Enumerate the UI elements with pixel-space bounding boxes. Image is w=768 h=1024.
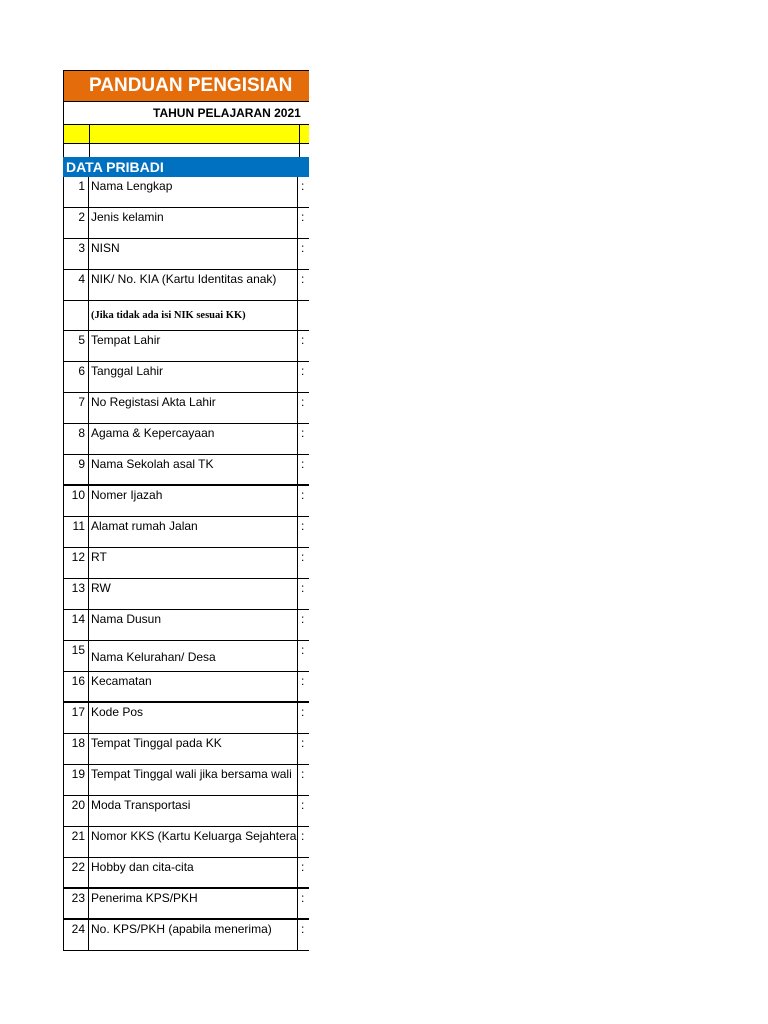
row-number: 12 xyxy=(64,548,89,578)
table-row xyxy=(63,301,309,331)
row-number: 4 xyxy=(64,270,89,300)
field-label: Tempat Tinggal pada KK xyxy=(89,734,298,764)
table-row xyxy=(63,424,309,455)
table-row xyxy=(63,672,309,703)
table-row xyxy=(63,858,309,889)
cell[interactable] xyxy=(90,144,300,157)
input-cell[interactable]: : xyxy=(301,333,305,347)
row-number: 13 xyxy=(64,579,89,609)
row-number: 6 xyxy=(64,362,89,392)
field-label: Jenis kelamin xyxy=(89,208,298,238)
cell[interactable] xyxy=(90,125,300,143)
table-row xyxy=(63,486,309,517)
row-number: 18 xyxy=(64,734,89,764)
input-cell[interactable]: : xyxy=(301,272,305,286)
row-number: 19 xyxy=(64,765,89,795)
table-row xyxy=(63,610,309,641)
field-label: RW xyxy=(89,579,298,609)
input-cell[interactable]: : xyxy=(301,829,305,843)
field-label: Nama Dusun xyxy=(89,610,298,640)
input-cell[interactable]: : xyxy=(301,457,305,471)
table-row xyxy=(63,239,309,270)
table-row xyxy=(63,331,309,362)
field-label: Tempat Tinggal wali jika bersama wali xyxy=(89,765,298,795)
input-cell[interactable]: : xyxy=(301,364,305,378)
form-rows xyxy=(63,177,309,951)
input-cell[interactable]: : xyxy=(301,891,305,905)
input-cell[interactable]: : xyxy=(301,612,305,626)
table-row xyxy=(63,393,309,424)
field-label: Nama Lengkap xyxy=(89,177,298,207)
field-label: Nomor KKS (Kartu Keluarga Sejahtera xyxy=(89,827,298,857)
table-row xyxy=(63,517,309,548)
input-cell[interactable]: : xyxy=(301,241,305,255)
row-number: 11 xyxy=(64,517,89,547)
field-label: No. KPS/PKH (apabila menerima) xyxy=(89,920,298,950)
input-cell[interactable]: : xyxy=(301,426,305,440)
field-label: Kecamatan xyxy=(89,672,298,701)
cell[interactable] xyxy=(64,125,90,143)
row-number: 20 xyxy=(64,796,89,826)
input-cell[interactable]: : xyxy=(301,798,305,812)
row-number: 14 xyxy=(64,610,89,640)
table-row xyxy=(63,362,309,393)
row-number: 24 xyxy=(64,920,89,950)
table-row xyxy=(63,827,309,858)
field-label: NISN xyxy=(89,239,298,269)
academic-year: TAHUN PELAJARAN 2021 xyxy=(63,102,309,124)
cell[interactable] xyxy=(64,144,90,157)
table-row xyxy=(63,270,309,301)
input-cell[interactable]: : xyxy=(301,210,305,224)
table-row xyxy=(63,796,309,827)
row-number: 7 xyxy=(64,393,89,423)
row-number: 21 xyxy=(64,827,89,857)
input-cell[interactable]: : xyxy=(301,922,305,936)
row-number: 10 xyxy=(64,486,89,516)
input-cell[interactable]: : xyxy=(301,705,305,719)
table-row xyxy=(63,455,309,486)
section-header: DATA PRIBADI xyxy=(63,157,309,177)
table-row xyxy=(63,889,309,920)
row-number: 16 xyxy=(64,672,89,701)
row-number: 8 xyxy=(64,424,89,454)
row-number: 23 xyxy=(64,889,89,918)
field-label: Tempat Lahir xyxy=(89,331,298,361)
field-label: Alamat rumah Jalan xyxy=(89,517,298,547)
table-row xyxy=(63,208,309,239)
input-cell[interactable]: : xyxy=(301,736,305,750)
row-number: 9 xyxy=(64,455,89,484)
blank-row xyxy=(63,144,309,157)
field-note: (Jika tidak ada isi NIK sesuai KK) xyxy=(89,301,298,330)
input-cell[interactable]: : xyxy=(301,488,305,502)
input-cell[interactable]: : xyxy=(301,860,305,874)
row-number: 1 xyxy=(64,177,89,207)
field-label: Penerima KPS/PKH xyxy=(89,889,298,918)
field-label: RT xyxy=(89,548,298,578)
table-row xyxy=(63,920,309,951)
field-label: Nama Kelurahan/ Desa xyxy=(89,641,298,671)
field-label: Hobby dan cita-cita xyxy=(89,858,298,887)
input-cell[interactable] xyxy=(298,301,309,330)
field-label: Moda Transportasi xyxy=(89,796,298,826)
table-row xyxy=(63,765,309,796)
field-label: Agama & Kepercayaan xyxy=(89,424,298,454)
input-cell[interactable]: : xyxy=(301,581,305,595)
row-number: 15 xyxy=(64,641,89,671)
table-row xyxy=(63,734,309,765)
input-cell[interactable]: : xyxy=(301,550,305,564)
input-cell[interactable]: : xyxy=(301,643,305,657)
field-label: Tanggal Lahir xyxy=(89,362,298,392)
table-row xyxy=(63,177,309,208)
field-label: NIK/ No. KIA (Kartu Identitas anak) xyxy=(89,270,298,300)
table-row xyxy=(63,579,309,610)
spreadsheet xyxy=(63,70,309,951)
row-number: 3 xyxy=(64,239,89,269)
input-cell[interactable]: : xyxy=(301,674,305,688)
input-cell[interactable]: : xyxy=(301,179,305,193)
row-number: 5 xyxy=(64,331,89,361)
row-number: 22 xyxy=(64,858,89,887)
table-row xyxy=(63,641,309,672)
field-label: Nomer Ijazah xyxy=(89,486,298,516)
row-number xyxy=(64,301,89,330)
highlight-header-row xyxy=(63,124,309,144)
sheet-title: PANDUAN PENGISIAN xyxy=(63,70,309,102)
field-label: No Registasi Akta Lahir xyxy=(89,393,298,423)
input-cell[interactable]: : xyxy=(301,519,305,533)
input-cell[interactable]: : xyxy=(301,767,305,781)
table-row xyxy=(63,548,309,579)
field-label: Nama Sekolah asal TK xyxy=(89,455,298,484)
input-cell[interactable]: : xyxy=(301,395,305,409)
row-number: 17 xyxy=(64,703,89,733)
field-label: Kode Pos xyxy=(89,703,298,733)
table-row xyxy=(63,703,309,734)
row-number: 2 xyxy=(64,208,89,238)
